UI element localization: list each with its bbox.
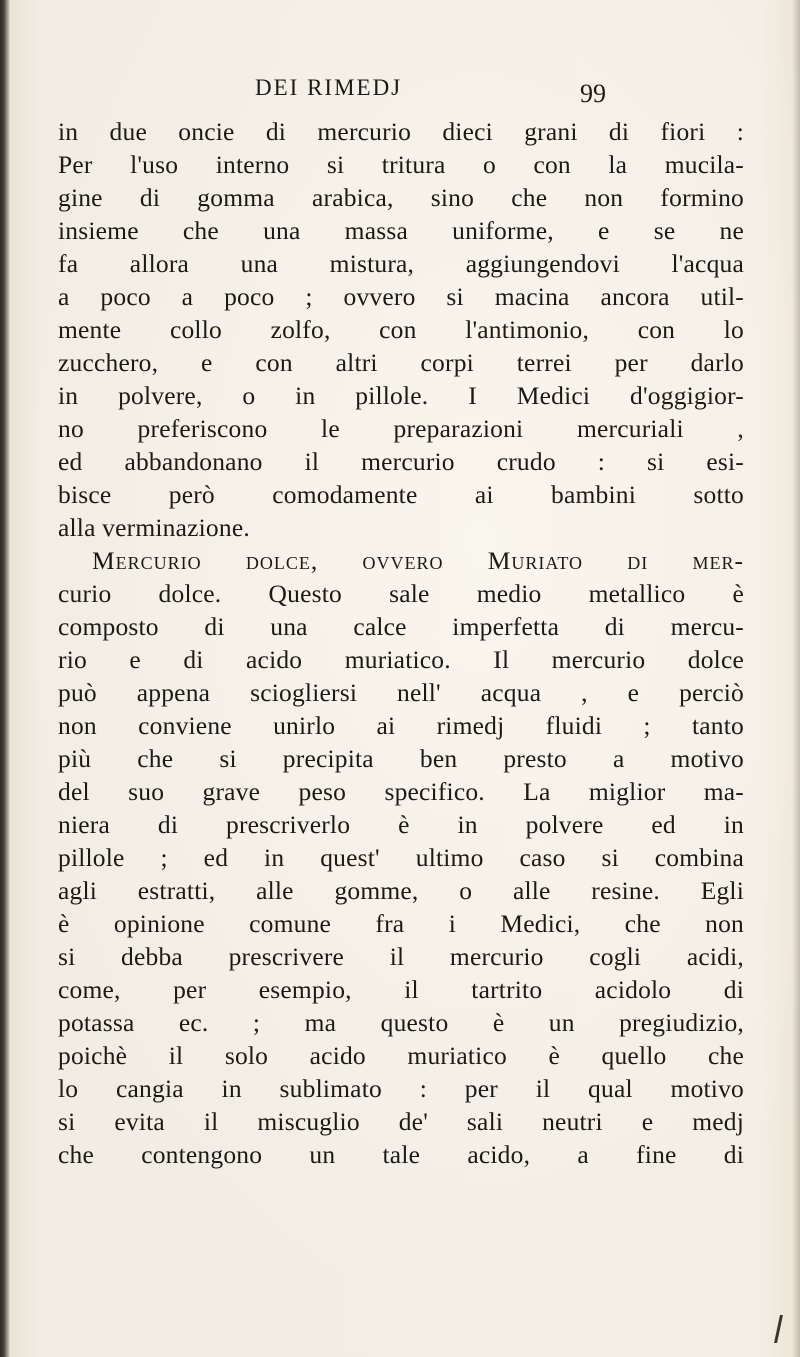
text-line: poichè il solo acido muriatico è quello che (58, 1041, 744, 1070)
page-edge-shadow (792, 0, 800, 1357)
text-line: lo cangia in sublimato : per il qual motivo (58, 1074, 744, 1103)
text-line: può appena sciogliersi nell' acqua , e perciò (58, 678, 744, 707)
text-line: zucchero, e con altri corpi terrei per darlo (58, 348, 744, 377)
text-line: insieme che una massa uniforme, e se ne (58, 216, 744, 245)
text-line: curio dolce. Questo sale medio metallico è (58, 579, 744, 608)
text-line: non conviene unirlo ai rimedj fluidi ; tanto (58, 711, 744, 740)
text-line: mente collo zolfo, con l'antimonio, con lo (58, 315, 744, 344)
text-line: niera di prescriverlo è in polvere ed in (58, 810, 744, 839)
text-line: a poco a poco ; ovvero si macina ancora util- (58, 282, 744, 311)
text-line: del suo grave peso specifico. La miglior ma- (58, 777, 744, 806)
running-title: DEI RIMEDJ (255, 75, 403, 100)
text-line: ed abbandonano il mercurio crudo : si esi- (58, 447, 744, 476)
text-line: in polvere, o in pillole. I Medici d'oggigior- (58, 381, 744, 410)
text-line: gine di gomma arabica, sino che non formino (58, 183, 744, 212)
text-line: fa allora una mistura, aggiungendovi l'acqua (58, 249, 744, 278)
text-line: composto di una calce imperfetta di mercu- (58, 612, 744, 641)
text-line: si debba prescrivere il mercurio cogli acidi, (58, 942, 744, 971)
text-line: Per l'uso interno si tritura o con la mucila- (58, 150, 744, 179)
text-line: agli estratti, alle gomme, o alle resine. Egli (58, 876, 744, 905)
text-line: come, per esempio, il tartrito acidolo di (58, 975, 744, 1004)
text-line: potassa ec. ; ma questo è un pregiudizio, (58, 1008, 744, 1037)
page-number: 99 (580, 79, 606, 108)
page-binding-edge (0, 0, 10, 1357)
text-line: alla verminazione. (58, 513, 250, 542)
text-line: pillole ; ed in quest' ultimo caso si combina (58, 843, 744, 872)
text-line: che contengono un tale acido, a fine di (58, 1140, 744, 1169)
text-line: più che si precipita ben presto a motivo (58, 744, 744, 773)
text-line: in due oncie di mercurio dieci grani di fiori : (58, 117, 744, 146)
text-line: si evita il miscuglio de' sali neutri e medj (58, 1107, 744, 1136)
section-heading-line: Mercurio dolce, ovvero Muriato di mer- (92, 546, 744, 575)
text-line: no preferiscono le preparazioni mercuriali , (58, 414, 744, 443)
text-line: rio e di acido muriatico. Il mercurio dolce (58, 645, 744, 674)
text-line: bisce però comodamente ai bambini sotto (58, 480, 744, 509)
text-line: è opinione comune fra i Medici, che non (58, 909, 744, 938)
